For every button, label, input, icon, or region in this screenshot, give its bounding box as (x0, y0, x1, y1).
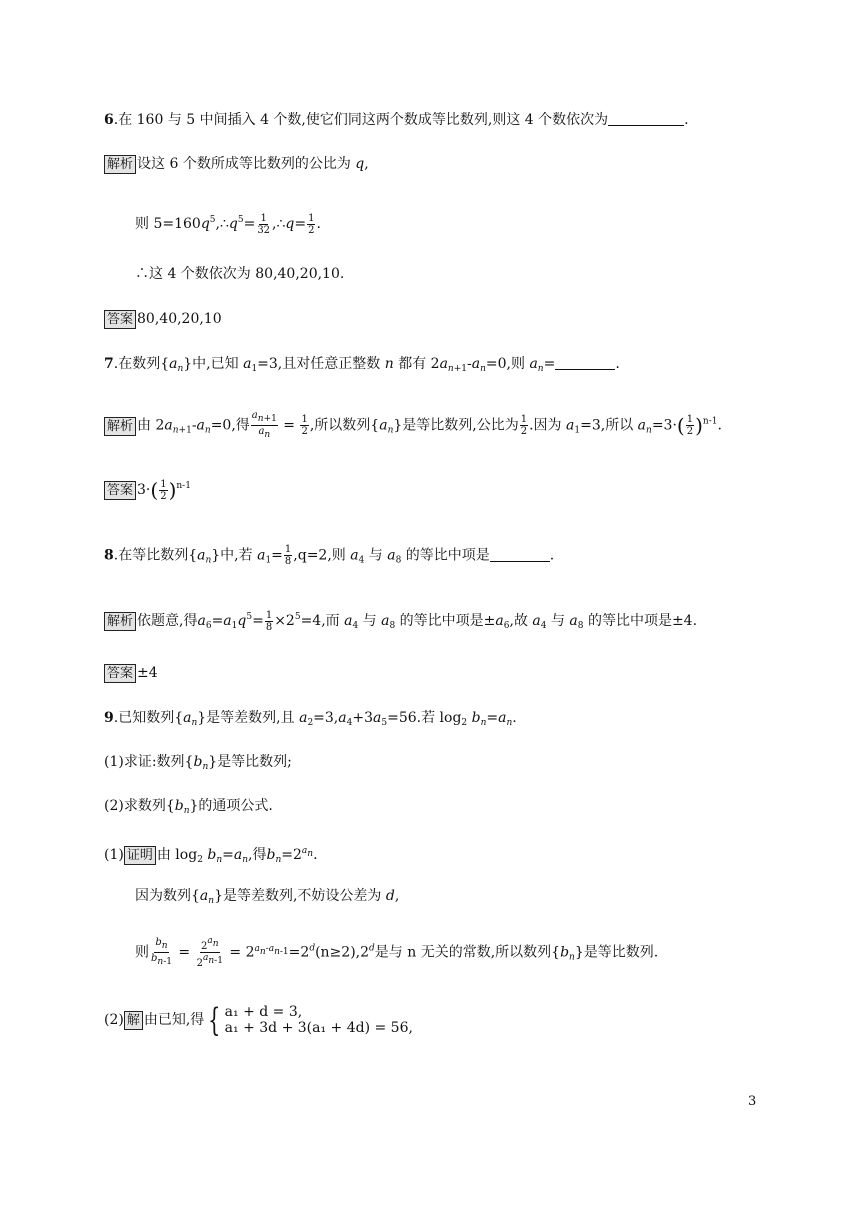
answer-label: 答案 (104, 664, 136, 683)
solution-label: 解 (124, 1011, 143, 1030)
q9-part2: (2)求数列$\{b_n\}$的通项公式. (104, 798, 273, 816)
q8-answer: 答案 ±4 (104, 663, 158, 683)
proof-label: 证明 (124, 846, 156, 865)
q7-analysis: 解析 由 $2a_{n+1}-a_n=0$,得 $\frac{a_{n+1}}{a_n}$ = $\frac{1}{2}$ ,所以数列$\{a_n\}$是等比数列,公比为 $\frac{1}{2}$ .因为 $a_1=3$,所以 $a_n=3\cdot$( $\frac{1}{2}$ )$^{n-1}$. (104, 410, 722, 441)
q9-question: 9.已知数列$\{a_n\}$是等差数列,且 $a_2=3,a_4+3a_5=56$.若 $\log_2 b_n=a_n$. (104, 710, 517, 728)
analysis-label: 解析 (104, 417, 136, 436)
q6-conclusion: ∴这 4 个数依次为 80,40,20,10. (135, 266, 345, 282)
q8-question: 8.在等比数列$\{a_n\}$中,若 $a_1=$ $\frac{1}{8}$ ,q=2,则 $a_4$ 与 $a_8$ 的等比中项是 . (104, 544, 555, 567)
system-brace: { (208, 1001, 221, 1039)
q9-solution: (2) 解 由已知,得 { a₁ + d = 3, a₁ + 3d + 3(a₁ + 4d) = 56, (104, 1001, 413, 1039)
answer-label: 答案 (104, 310, 136, 329)
q9-proof: (1) 证明 由 $\log_2 b_n=a_n$,得$b_n=2^{a_n}$. (104, 846, 318, 865)
q6-question: 6.在 160 与 5 中间插入 4 个数,使它们同这两个数成等比数列,则这 4 个数依次为 . (104, 112, 689, 128)
q7-question: 7.在数列$\{a_n\}$中,已知 $a_1=3$,且对任意正整数 n 都有 $2a_{n+1}-a_n=0$,则 $a_n=$ . (104, 356, 620, 374)
q6-answer: 答案 80,40,20,10 (104, 309, 222, 329)
answer-label: 答案 (104, 481, 136, 500)
q9-step2: 则 $\frac{b_n}{b_{n-1}}$ = $\frac{2^{a_n}}{2^{a_{n-1}}}$ = $2^{a_n-a_{n-1}}=2^d(n\ge 2),2^d$是与 n 无关的常数,所以数列$\{b_n\}$是等比数列. (135, 936, 659, 969)
q6-analysis: 解析 设这 6 个数所成等比数列的公比为 q, (104, 154, 369, 174)
analysis-label: 解析 (104, 155, 136, 174)
q9-step1: 因为数列$\{a_n\}$是等差数列,不妨设公差为 d, (135, 888, 400, 906)
answer-blank (555, 355, 615, 370)
q8-analysis: 解析 依题意,得$a_6=a_1q^5=$ $\frac{1}{8}$ $\times 2^5=4$,而 $a_4$ 与 $a_8$ 的等比中项是$\pm a_6$,故 $a_4$ 与 $a_8$ 的等比中项是±4. (104, 607, 697, 636)
analysis-label: 解析 (104, 612, 136, 631)
q6-step1: 则 $5=160q^5,\therefore q^5=$ $\frac{1}{32}$ ,∴q= $\frac{1}{2}$ . (135, 212, 321, 236)
equation-system: a₁ + d = 3, a₁ + 3d + 3(a₁ + 4d) = 56, (224, 1004, 413, 1036)
q7-answer: 答案 3·( $\frac{1}{2}$ )$^{n-1}$ (104, 476, 191, 502)
answer-blank (608, 111, 684, 126)
answer-blank (490, 547, 550, 562)
page-number: 3 (748, 1094, 757, 1109)
q9-part1: (1)求证:数列$\{b_n\}$是等比数列; (104, 754, 292, 772)
